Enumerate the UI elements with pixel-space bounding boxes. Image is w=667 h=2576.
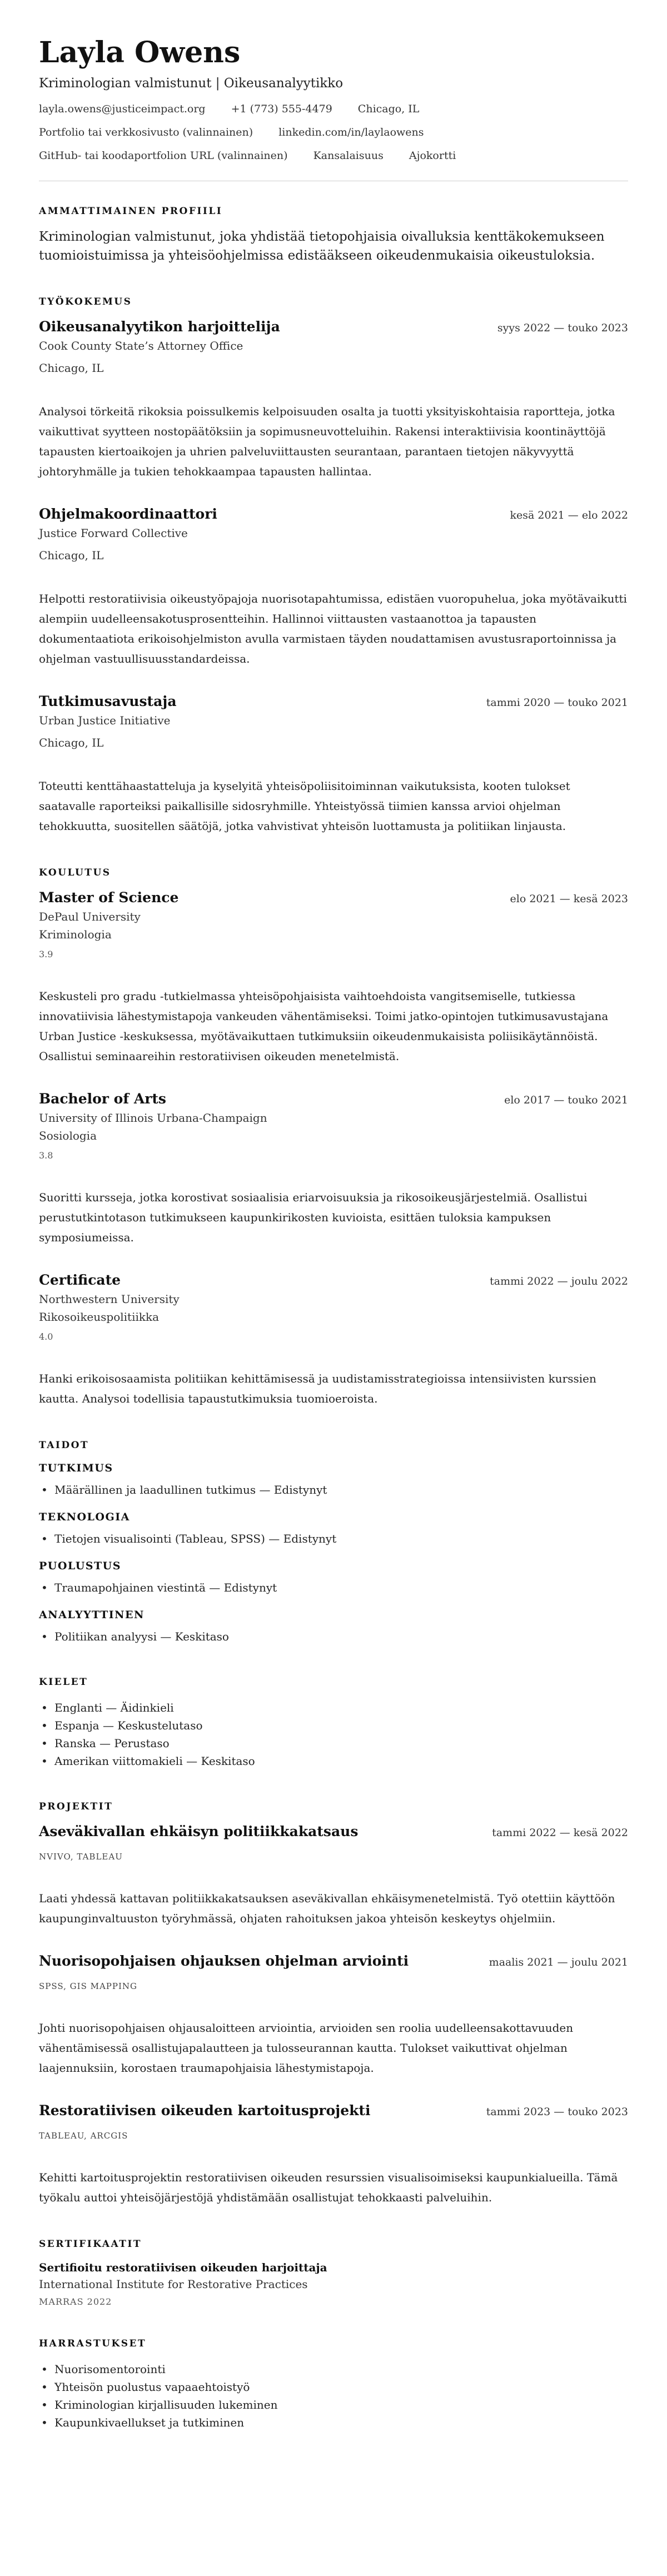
hobby-item: • Kaupunkivaellukset ja tutkiminen (39, 2414, 628, 2431)
language-item: • Ranska — Perustaso (39, 1734, 628, 1752)
gpa: 3.9 (39, 948, 53, 959)
hobby-item: • Kriminologian kirjallisuuden lukeminen (39, 2396, 628, 2414)
languages-section (39, 1677, 628, 1770)
employer: Cook County State’s Attorney Office (39, 339, 243, 352)
candidate-name: Layla Owens (39, 36, 241, 69)
profile-section (39, 206, 628, 265)
job-dates: kesä 2021 — elo 2022 (510, 509, 628, 521)
portfolio-link[interactable]: Portfolio tai verkkosivusto (valinnainen) (39, 126, 253, 139)
school: University of Illinois Urbana-Champaign (39, 1111, 267, 1125)
hobby-item: • Yhteisön puolustus vapaaehtoistyö (39, 2378, 628, 2396)
education-description: Hanki erikoisosaamista politiikan kehittämisessä ja uudistamisstrategioissa intensiivisten kurssien kautta. Analysoi todellisia tapaustutkimuksia tuomioeroista. (39, 1371, 596, 1405)
job-dates: tammi 2020 — touko 2021 (486, 696, 628, 709)
project-dates: maalis 2021 — joulu 2021 (489, 1956, 628, 1968)
phone-number[interactable]: +1 (773) 555-4479 (231, 103, 332, 116)
education-entry (39, 889, 628, 1066)
resume-header (39, 37, 628, 162)
project-description: Kehitti kartoitusprojektin restoratiivisen oikeuden resurssien visualisoimiseksi kaupunkialueilla. Tämä työkalu auttoi yhteisöjärjestöjä yhdistämään osallistujat tehokkaasti palveluihin. (39, 2170, 618, 2204)
skills-section (39, 1440, 628, 1645)
education-dates: tammi 2022 — joulu 2022 (490, 1275, 628, 1287)
education-entry (39, 1272, 628, 1409)
certificate-title: Sertifioitu restoratiivisen oikeuden harjoittaja (39, 2260, 327, 2274)
section-title: SERTIFIKAATIT (39, 2238, 142, 2250)
projects-section (39, 1801, 628, 2207)
project-entry (39, 1823, 628, 1928)
section-title: KIELET (39, 1676, 88, 1688)
gpa: 3.8 (39, 1150, 53, 1161)
field-of-study: Rikosoikeuspolitiikka (39, 1310, 160, 1324)
certificate-date: MARRAS 2022 (39, 2296, 112, 2307)
contact-row-2 (39, 126, 628, 138)
email-link[interactable]: layla.owens@justiceimpact.org (39, 103, 206, 116)
section-title: TAIDOT (39, 1439, 89, 1451)
school: Northwestern University (39, 1292, 180, 1306)
contact-row-1 (39, 103, 628, 115)
skill-item: • Politiikan analyysi — Keskitaso (39, 1628, 628, 1645)
degree: Master of Science (39, 889, 179, 906)
section-title: HARRASTUKSET (39, 2338, 147, 2349)
location: Chicago, IL (357, 103, 420, 116)
experience-section (39, 296, 628, 836)
profile-text: Kriminologian valmistunut, joka yhdistää tietopohjaisia oivalluksia kenttäkokemukseen tuomioistuimissa ja yhteisöohjelmissa edistääkseen oikeudenmukaisia oikeustuloksia. (39, 230, 605, 263)
degree: Certificate (39, 1271, 121, 1288)
project-title: Nuorisopohjaisen ohjauksen ohjelman arviointi (39, 1952, 409, 1969)
education-description: Suoritti kursseja, jotka korostivat sosiaalisia eriarvoisuuksia ja rikosoikeusjärjestelmiä. Osallistui perustutkintotason tutkimukseen kaupunkirikosten kuvioista, esittäen tuloksia kampuksen symposiumeissa. (39, 1190, 588, 1244)
experience-entry (39, 693, 628, 836)
drivers-license: Ajokortti (409, 150, 456, 162)
skill-category: PUOLUSTUS (39, 1559, 121, 1572)
skill-category: TEKNOLOGIA (39, 1510, 130, 1523)
project-dates: tammi 2023 — touko 2023 (486, 2105, 628, 2118)
headline: Kriminologian valmistunut | Oikeusanalyytikko (39, 76, 344, 91)
skill-category: TUTKIMUS (39, 1461, 113, 1474)
section-title: KOULUTUS (39, 867, 111, 878)
job-description: Helpotti restoratiivisia oikeustyöpajoja nuorisotapahtumissa, edistäen vuoropuhelua, joka myötävaikutti alempiin uudelleensakotusprosentteihin. Hallinnoi viittausten vastaanottoa ja tapausten dokumentaatiota erikoisohjelmiston avulla varmistaen täyden noudattamisen avustusraportoinnissa ja ohjelman vastuullisuusstandardeissa. (39, 591, 627, 665)
language-item: • Espanja — Keskustelutaso (39, 1717, 628, 1734)
education-dates: elo 2017 — touko 2021 (504, 1093, 628, 1106)
project-entry (39, 1953, 628, 2078)
certificates-section (39, 2239, 628, 2307)
section-title: TYÖKOKEMUS (39, 296, 132, 307)
linkedin-link[interactable]: linkedin.com/in/laylaowens (278, 126, 424, 139)
gpa: 4.0 (39, 1331, 53, 1342)
project-title: Restoratiivisen oikeuden kartoitusprojekti (39, 2102, 371, 2119)
citizenship: Kansalaisuus (313, 150, 384, 162)
project-dates: tammi 2022 — kesä 2022 (492, 1826, 628, 1839)
job-description: Analysoi törkeitä rikoksia poissulkemis kelpoisuuden osalta ja tuotti yksityiskohtaisia raportteja, jotka vaikuttivat syytteen nostopäätöksiin ja sopimusneuvotteluihin. Rakensi interaktiivisia koontinäyttöjä tapausten kiertoaikojen ja uhrien palveluviittausten seurantaan, parantaen tietojen näkyvyyttä johtoryhmälle ja tukien tehokkaampaa tapausten hallintaa. (39, 404, 615, 478)
section-title: PROJEKTIT (39, 1801, 113, 1812)
job-title: Tutkimusavustaja (39, 693, 177, 709)
certificate-entry (39, 2261, 628, 2307)
job-description: Toteutti kenttähaastatteluja ja kyselyitä yhteisöpoliisitoiminnan vaikutuksista, kooten tulokset saatavalle raporteiksi paikallisille sidosryhmille. Yhteistyössä tiimien kanssa arvioi ohjelman tehokkuutta, suositellen säätöjä, jotka vahvistivat yhteisön luottamusta ja politiikan linjausta. (39, 779, 570, 833)
certificate-issuer: International Institute for Restorative Practices (39, 2277, 308, 2291)
education-dates: elo 2021 — kesä 2023 (510, 892, 628, 905)
job-location: Chicago, IL (39, 735, 104, 749)
job-location: Chicago, IL (39, 361, 104, 375)
job-location: Chicago, IL (39, 548, 104, 562)
field-of-study: Kriminologia (39, 927, 112, 941)
project-entry (39, 2102, 628, 2207)
education-section (39, 867, 628, 1409)
skill-item: • Traumapohjainen viestintä — Edistynyt (39, 1579, 628, 1597)
education-description: Keskusteli pro gradu -tutkielmassa yhteisöpohjaisista vaihtoehdoista vangitsemiselle, tutkiessa innovatiivisia lähestymistapoja vankeuden vähentämiseksi. Toimi jatko-opintojen tutkimusavustajana Urban Justice -keskuksessa, myötävaikuttaen tutkimuksiin oikeudenmukaisista poliisikäytännöistä. Osallistui seminaareihin restoratiivisen oikeuden menetelmistä. (39, 989, 609, 1063)
project-title: Aseväkivallan ehkäisyn politiikkakatsaus (39, 1823, 359, 1839)
language-item: • Amerikan viittomakieli — Keskitaso (39, 1752, 628, 1770)
job-dates: syys 2022 — touko 2023 (497, 321, 628, 334)
job-title: Oikeusanalyytikon harjoittelija (39, 318, 280, 335)
github-link[interactable]: GitHub- tai koodaportfolion URL (valinnainen) (39, 150, 288, 162)
language-item: • Englanti — Äidinkieli (39, 1699, 628, 1717)
hobby-item: • Nuorisomentorointi (39, 2360, 628, 2378)
project-description: Johti nuorisopohjaisen ohjausaloitteen arviointia, arvioiden sen roolia uudelleensakottavuuden vähentämisessä osallistujapalautteen ja tulosseurannan kautta. Tulokset vaikuttivat ohjelman laajennuksiin, korostaen traumapohjaisia lähestymistapoja. (39, 2021, 574, 2075)
contact-row-3 (39, 150, 628, 162)
project-tools: TABLEAU, ARCGIS (39, 2130, 128, 2141)
project-tools: NVIVO, TABLEAU (39, 1851, 123, 1862)
skill-category: ANALYYTTINEN (39, 1608, 145, 1621)
school: DePaul University (39, 909, 141, 923)
field-of-study: Sosiologia (39, 1128, 97, 1142)
project-tools: SPSS, GIS MAPPING (39, 1981, 138, 1991)
skill-item: • Tietojen visualisointi (Tableau, SPSS) — Edistynyt (39, 1530, 628, 1548)
degree: Bachelor of Arts (39, 1090, 167, 1107)
employer: Urban Justice Initiative (39, 713, 171, 727)
experience-entry (39, 506, 628, 669)
employer: Justice Forward Collective (39, 526, 188, 540)
skill-item: • Määrällinen ja laadullinen tutkimus — Edistynyt (39, 1481, 628, 1499)
job-title: Ohjelmakoordinaattori (39, 505, 217, 522)
hobbies-section (39, 2338, 628, 2431)
project-description: Laati yhdessä kattavan politiikkakatsauksen aseväkivallan ehkäisymenetelmistä. Työ otettiin käyttöön kaupunginvaltuuston työryhmässä, ohjaten rahoituksen jakoa yhteisön keskeytys ohjelmiin. (39, 1891, 615, 1925)
education-entry (39, 1091, 628, 1247)
experience-entry (39, 319, 628, 481)
section-title: AMMATTIMAINEN PROFIILI (39, 206, 223, 217)
